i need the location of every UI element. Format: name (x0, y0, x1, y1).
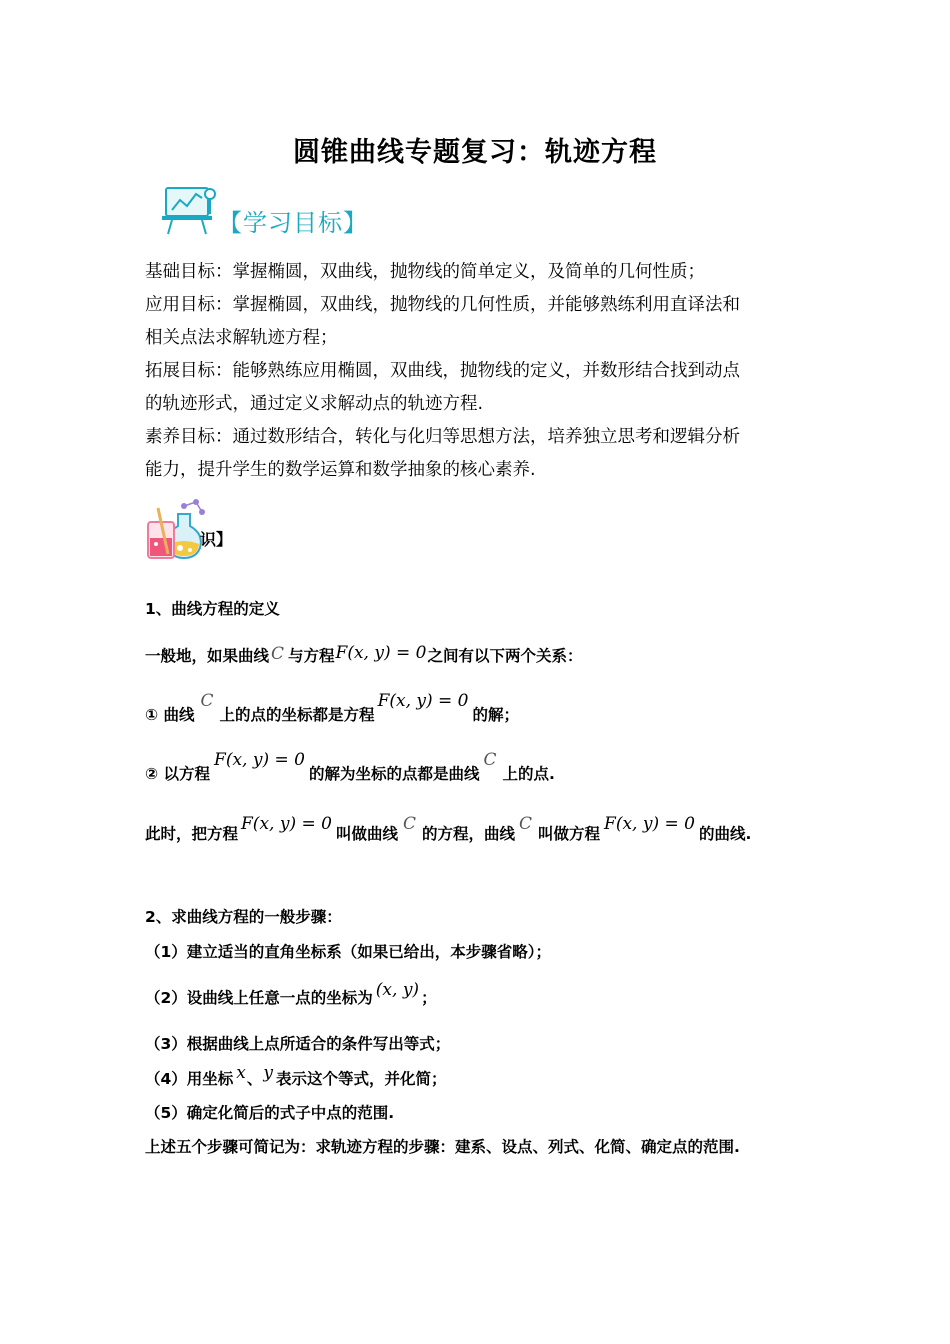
steps-summary: 上述五个步骤可简记为：求轨迹方程的步骤：建系、设点、列式、化简、确定点的范围. (145, 1138, 740, 1156)
goal-line: 基础目标：掌握椭圆，双曲线，抛物线的简单定义，及简单的几何性质； (145, 262, 705, 282)
goal-line: 拓展目标：能够熟练应用椭圆，双曲线，抛物线的定义，并数形结合找到动点 (145, 361, 740, 381)
step-2: （2）设曲线上任意一点的坐标为 (x, y) ； (145, 980, 437, 1007)
definition-item-2: ② 以方程F(x, y) = 0的解为坐标的点都是曲线C上的点. (145, 750, 555, 783)
presentation-board-icon (160, 180, 218, 236)
goal-line: 应用目标：掌握椭圆，双曲线，抛物线的几何性质，并能够熟练利用直译法和 (145, 295, 740, 315)
step-5: （5）确定化简后的式子中点的范围. (145, 1104, 395, 1122)
step-4: （4）用坐标 x、y 表示这个等式，并化简； (145, 1063, 447, 1088)
definition-intro: 一般地，如果曲线 C 与方程F(x, y) = 0之间有以下两个关系： (145, 643, 583, 665)
step-3: （3）根据曲线上点所适合的条件写出等式； (145, 1035, 451, 1053)
steps-heading: 2、求曲线方程的一般步骤： (145, 908, 342, 926)
section-heading-goals: 【学习目标】 (218, 209, 368, 237)
definition-conclusion: 此时，把方程 F(x, y) = 0 叫做曲线 C 的方程，曲线 C 叫做方程 F(x, y) = 0 的曲线. (145, 814, 752, 843)
goal-line: 的轨迹形式，通过定义求解动点的轨迹方程. (145, 394, 484, 414)
goal-line: 相关点法求解轨迹方程； (145, 328, 338, 348)
definition-heading: 1、曲线方程的定义 (145, 600, 280, 618)
definition-item-1: ① 曲线C上的点的坐标都是方程F(x, y) = 0的解； (145, 691, 520, 724)
goal-line: 能力，提升学生的数学运算和数学抽象的核心素养. (145, 460, 536, 480)
section-heading-knowledge: 识】 (200, 530, 233, 549)
step-1: （1）建立适当的直角坐标系（如果已给出，本步骤省略）； (145, 943, 552, 961)
page-title: 圆锥曲线专题复习：轨迹方程 (293, 137, 657, 168)
goal-line: 素养目标：通过数形结合，转化与化归等思想方法，培养独立思考和逻辑分析 (145, 427, 740, 447)
